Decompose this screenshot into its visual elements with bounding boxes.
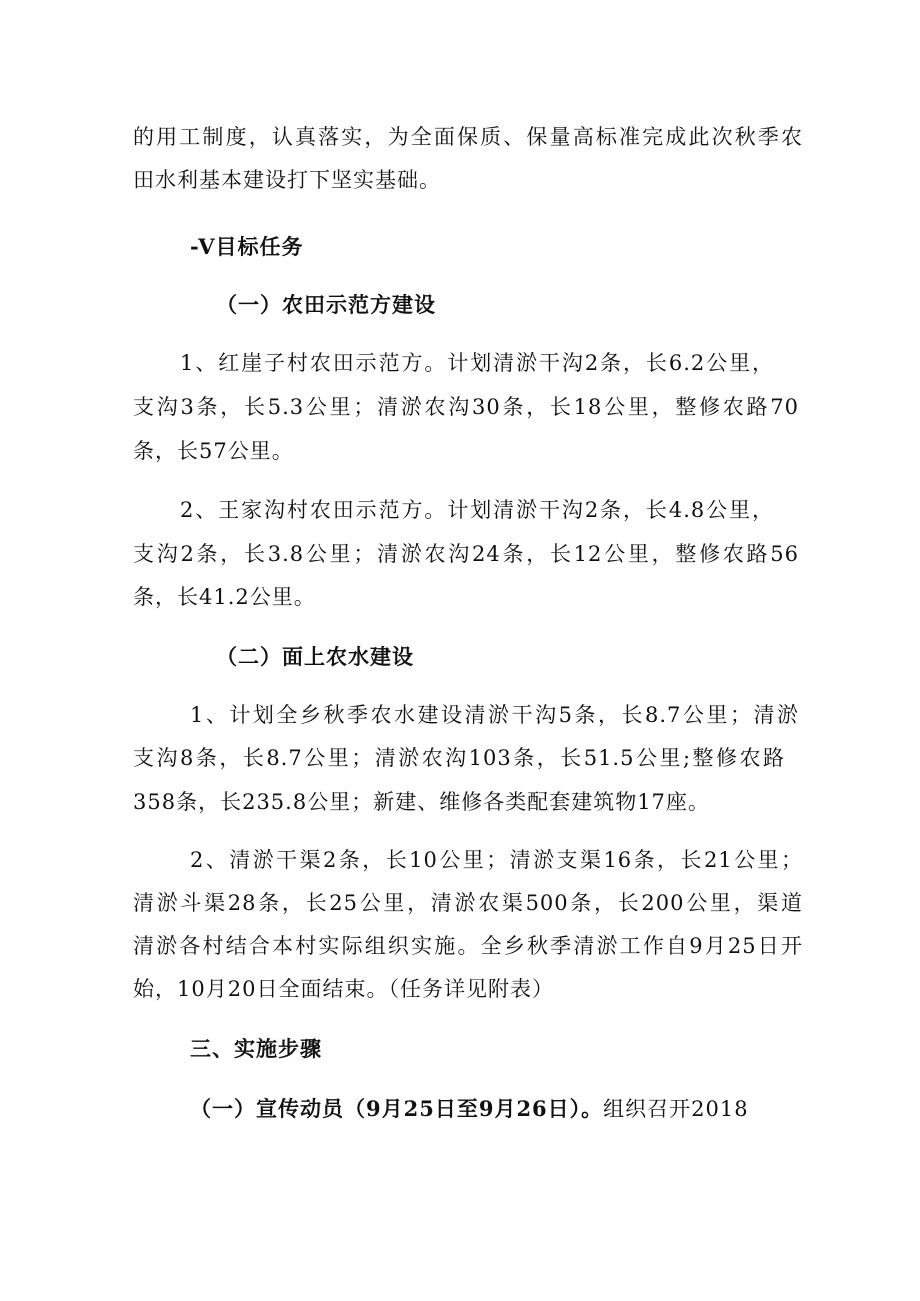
step-heading: （一）宣传动员（9月25日至9月26日）。	[190, 1096, 604, 1121]
paragraph-line: 清淤斗渠28条，长25公里，清淤农渠500条，长200公里，渠道	[133, 891, 803, 915]
paragraph-line: 支沟3条，长5.3公里；清淤农沟30条，长18公里，整修农路70	[133, 395, 799, 419]
paragraph-line	[190, 1094, 749, 1124]
paragraph-line: 清淤各村结合本村实际组织实施。全乡秋季清淤工作自9月25日开	[133, 934, 803, 958]
step-text: 组织召开2018	[603, 1097, 749, 1121]
paragraph-line: 1、红崖子村农田示范方。计划清淤干沟2条，长6.2公里，	[180, 351, 774, 375]
subsection-heading: （二）面上农水建设	[216, 644, 414, 669]
subsection-heading: （一）农田示范方建设	[216, 292, 436, 317]
paragraph-line: 2、王家沟村农田示范方。计划清淤干沟2条，长4.8公里，	[180, 498, 774, 522]
section-heading: 三、实施步骤	[190, 1036, 322, 1061]
paragraph-line: 始，10月20日全面结束。（任务详见附表）	[133, 977, 554, 1001]
paragraph-line: 支沟2条，长3.8公里；清淤农沟24条，长12公里，整修农路56	[133, 542, 799, 566]
paragraph-line: 358条，长235.8公里；新建、维修各类配套建筑物17座。	[133, 790, 710, 814]
paragraph-line: 支沟8条，长8.7公里；清淤农沟103条，长51.5公里;整修农路	[133, 746, 785, 770]
paragraph-line: 条，长57公里。	[133, 439, 294, 463]
paragraph-line: 2、清淤干渠2条，长10公里；清淤支渠16条，长21公里；	[190, 848, 803, 872]
section-heading: -V目标任务	[190, 234, 304, 259]
paragraph-line: 田水利基本建设打下坚实基础。	[133, 168, 441, 192]
paragraph-line: 1、计划全乡秋季农水建设清淤干沟5条，长8.7公里；清淤	[190, 703, 799, 727]
paragraph-line: 的用工制度，认真落实，为全面保质、保量高标准完成此次秋季农	[133, 125, 803, 149]
paragraph-line: 条，长41.2公里。	[133, 585, 316, 609]
